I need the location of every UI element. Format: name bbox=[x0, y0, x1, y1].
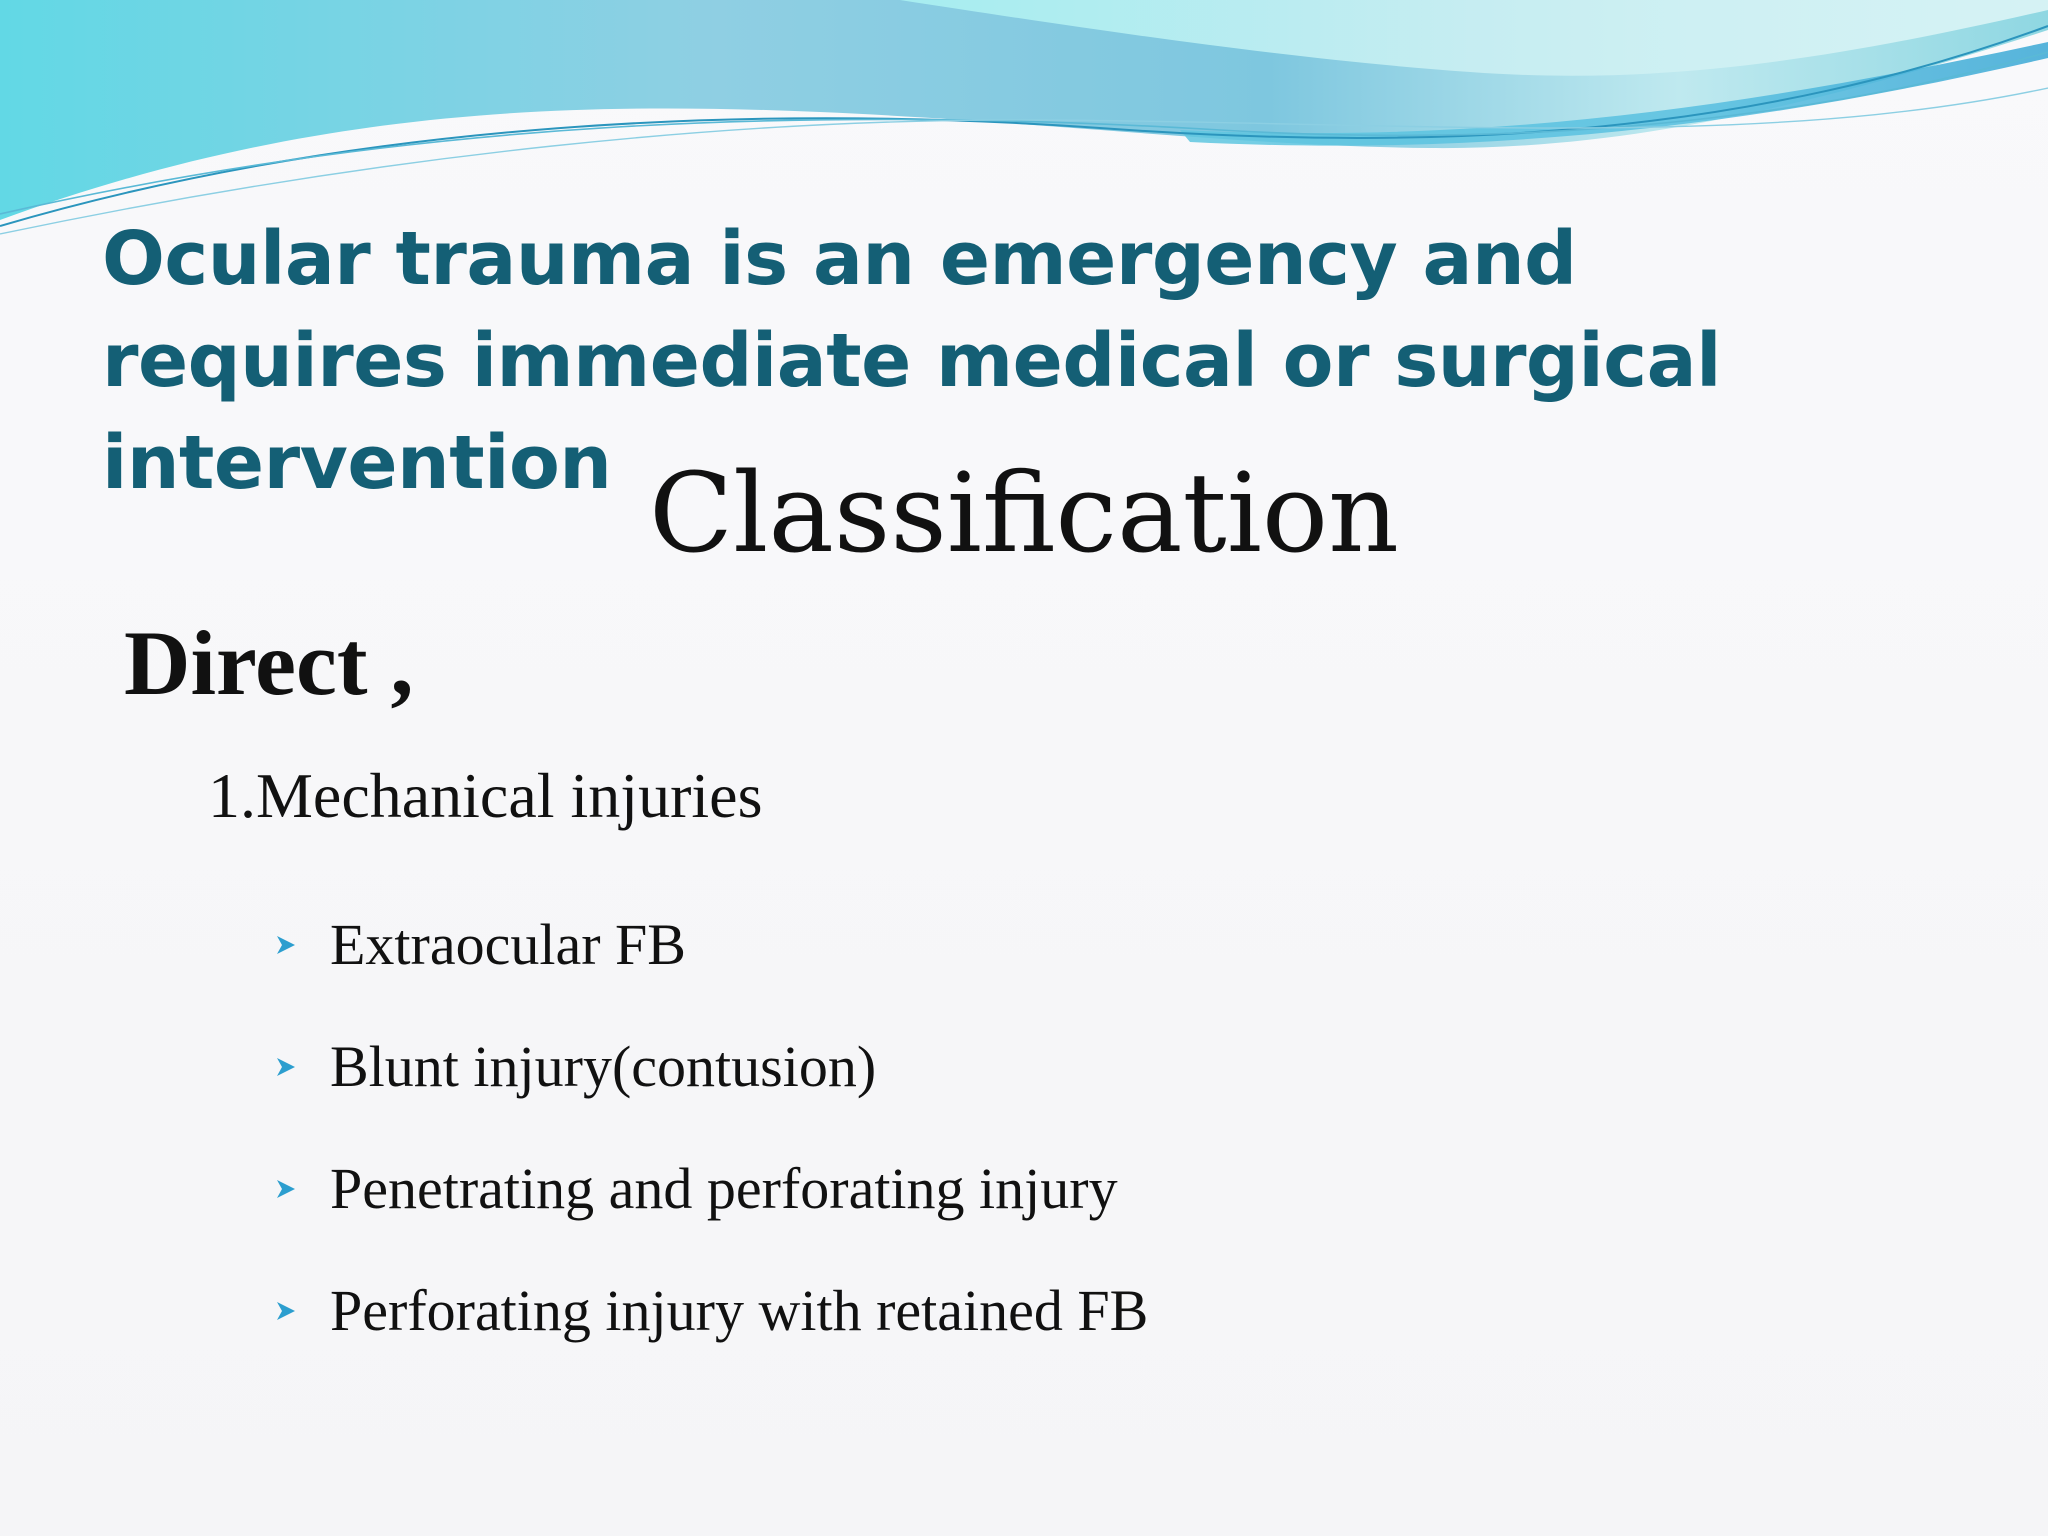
bullet-text: Perforating injury with retained FB bbox=[330, 1278, 1149, 1343]
bullet-text: Extraocular FB bbox=[330, 912, 686, 977]
arrowhead-bullet-icon bbox=[272, 1169, 330, 1209]
arrowhead-bullet-icon bbox=[272, 1047, 330, 1087]
slide-title: Ocular trauma is an emergency and requires immediate medical or surgical intervention bbox=[102, 216, 1721, 506]
bullet-text: Blunt injury(contusion) bbox=[330, 1034, 877, 1099]
bullet-list bbox=[272, 884, 1872, 1372]
bullet-list-item bbox=[272, 1006, 1872, 1128]
bullet-list-item bbox=[272, 884, 1872, 1006]
group-label: Direct , bbox=[124, 612, 414, 714]
bullet-text: Penetrating and perforating injury bbox=[330, 1156, 1118, 1221]
subgroup-label: 1.Mechanical injuries bbox=[208, 760, 763, 831]
arrowhead-bullet-icon bbox=[272, 1291, 330, 1331]
section-heading: Classification bbox=[648, 449, 1400, 577]
bullet-list-item bbox=[272, 1128, 1872, 1250]
arrowhead-bullet-icon bbox=[272, 925, 330, 965]
bullet-list-item bbox=[272, 1250, 1872, 1372]
